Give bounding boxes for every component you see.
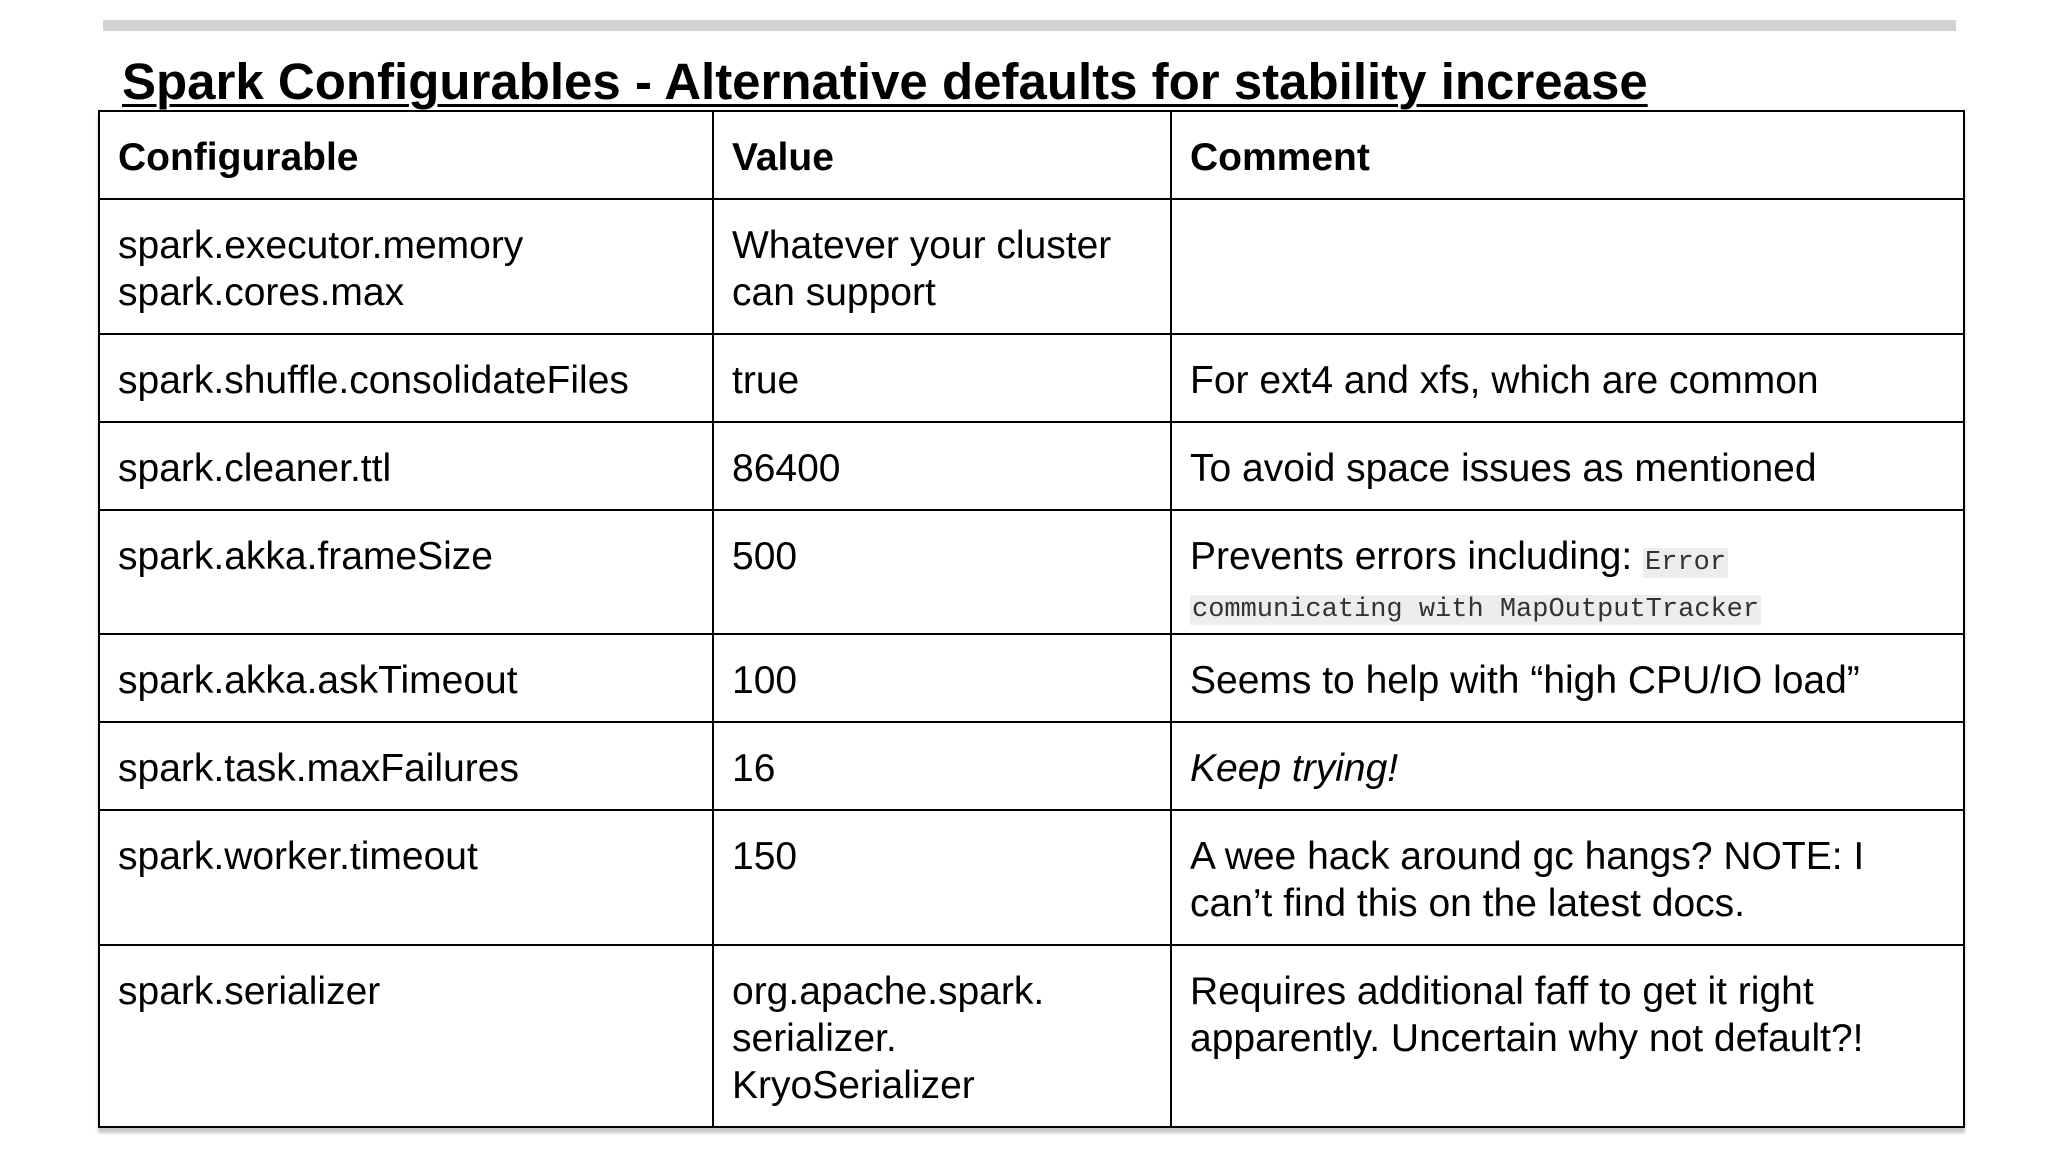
value-cell <box>713 634 1171 722</box>
comment-cell <box>1171 722 1964 810</box>
comment-cell <box>1171 810 1964 945</box>
header-comment: Comment <box>1171 111 1964 199</box>
table-row <box>99 634 1964 722</box>
comment-cell <box>1171 199 1964 334</box>
configurable-text: spark.worker.timeout <box>118 835 478 878</box>
configurable-cell <box>99 334 713 422</box>
value-cell <box>713 945 1171 1127</box>
inline-code: Error <box>1645 548 1727 578</box>
value-cell <box>713 722 1171 810</box>
comment-text: Keep trying! <box>1190 747 1399 790</box>
slide-top-bar <box>103 20 1956 31</box>
slide-title: Spark Configurables - Alternative defaults for stability increase <box>122 53 1648 110</box>
configurable-text: spark.akka.askTimeout <box>118 659 518 702</box>
comment-text: can’t find this on the latest docs. <box>1190 882 1745 925</box>
configurable-cell <box>99 199 713 334</box>
configurable-text: spark.cleaner.ttl <box>118 447 392 490</box>
value-text: 86400 <box>732 447 841 490</box>
configurable-cell <box>99 422 713 510</box>
configurable-cell <box>99 634 713 722</box>
comment-text: Seems to help with “high CPU/IO load” <box>1190 659 1860 702</box>
table-row <box>99 722 1964 810</box>
value-cell <box>713 422 1171 510</box>
configurable-text: spark.shuffle.consolidateFiles <box>118 359 629 402</box>
table-row <box>99 334 1964 422</box>
configurable-cell <box>99 722 713 810</box>
comment-cell <box>1171 422 1964 510</box>
header-value: Value <box>713 111 1171 199</box>
table-header-row <box>99 111 1964 199</box>
table-row <box>99 199 1964 334</box>
value-text: serializer. <box>732 1017 897 1060</box>
comment-text: Prevents errors including: <box>1190 535 1644 578</box>
comment-text: For ext4 and xfs, which are common <box>1190 359 1819 402</box>
value-text: 150 <box>732 835 798 878</box>
value-text: Whatever your cluster <box>732 224 1112 267</box>
comment-cell <box>1171 945 1964 1127</box>
configurable-cell <box>99 945 713 1127</box>
value-cell <box>713 334 1171 422</box>
table-row <box>99 945 1964 1127</box>
comment-text: A wee hack around gc hangs? NOTE: I <box>1190 835 1865 878</box>
value-cell <box>713 810 1171 945</box>
configurable-text: spark.task.maxFailures <box>118 747 519 790</box>
configurable-text: spark.executor.memory <box>118 224 524 267</box>
comment-text: To avoid space issues as mentioned <box>1190 447 1817 490</box>
comment-cell <box>1171 510 1964 634</box>
configurable-text: spark.serializer <box>118 970 381 1013</box>
config-table <box>98 110 1965 1128</box>
configurable-cell <box>99 510 713 634</box>
comment-text: apparently. Uncertain why not default?! <box>1190 1017 1864 1060</box>
value-cell <box>713 510 1171 634</box>
value-text: KryoSerializer <box>732 1064 975 1107</box>
comment-cell <box>1171 334 1964 422</box>
header-configurable: Configurable <box>99 111 713 199</box>
configurable-text: spark.akka.frameSize <box>118 535 493 578</box>
value-text: 100 <box>732 659 798 702</box>
comment-text: Requires additional faff to get it right <box>1190 970 1814 1013</box>
configurable-cell <box>99 810 713 945</box>
value-text: 16 <box>732 747 776 790</box>
value-text: true <box>732 359 800 402</box>
table-row <box>99 422 1964 510</box>
configurable-text: spark.cores.max <box>118 271 405 314</box>
comment-cell <box>1171 634 1964 722</box>
value-text: org.apache.spark. <box>732 970 1045 1013</box>
table-row <box>99 810 1964 945</box>
value-text: can support <box>732 271 936 314</box>
inline-code: communicating with MapOutputTracker <box>1192 595 1760 625</box>
value-text: 500 <box>732 535 798 578</box>
value-cell <box>713 199 1171 334</box>
table-row <box>99 510 1964 634</box>
